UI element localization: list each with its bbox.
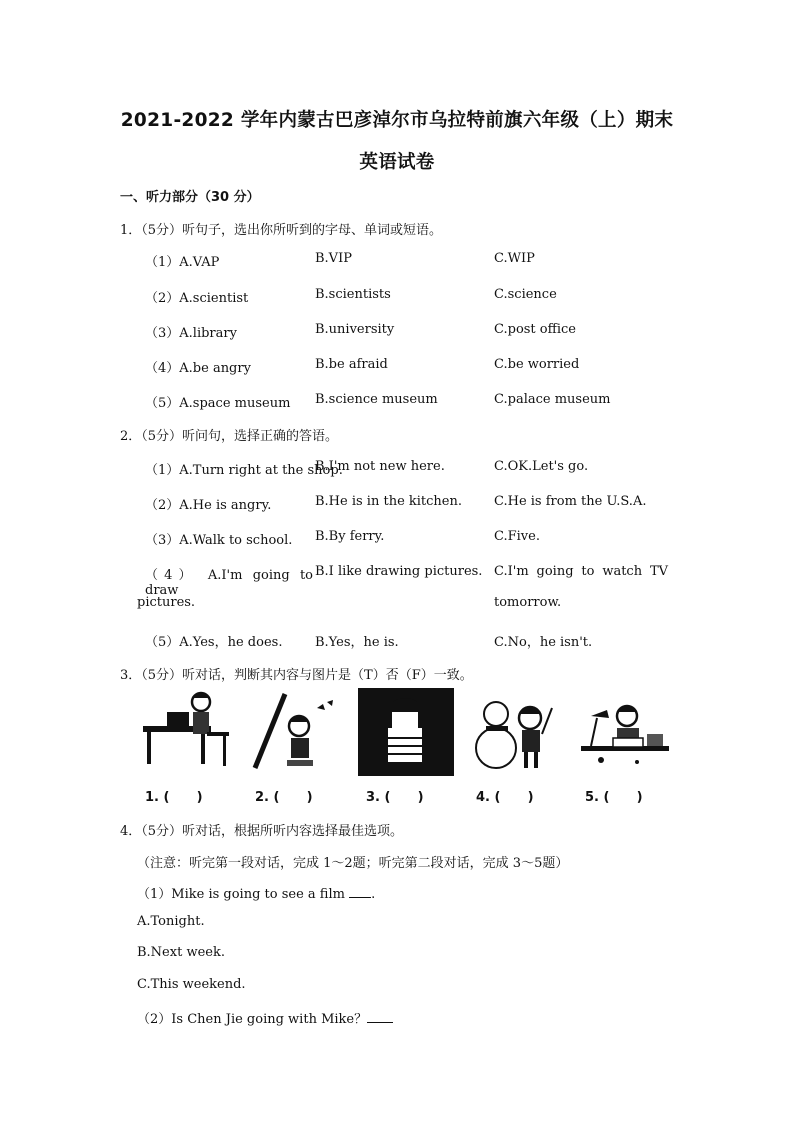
q4-note: （注意：听完第一段对话，完成 1～2题；听完第二段对话，完成 3～5题） [137, 856, 569, 871]
q4-1-option-a: A.Tonight. [137, 914, 205, 929]
q2-4-option-c-line1: C.I'm going to watch TV [494, 564, 668, 579]
q1-1-option-a: （1）A.VAP [145, 255, 220, 270]
q4-stem: 4．（5分）听对话，根据所听内容选择最佳选项。 [120, 824, 404, 839]
q1-2-option-b: B.scientists [315, 287, 391, 302]
q1-4-option-b: B.be afraid [315, 357, 388, 372]
picture-child-reading [577, 688, 673, 776]
picture-girl-with-kite [247, 688, 343, 776]
q1-4-option-a: （4）A.be angry [145, 361, 251, 376]
q2-4-option-c-line2: tomorrow. [494, 595, 562, 610]
picture-boy-with-snowman [468, 688, 564, 776]
q1-3-option-b: B.university [315, 322, 395, 337]
q1-1-option-c: C.WIP [494, 251, 535, 266]
picture-3-answer-blank: 3. ( ) [366, 790, 424, 805]
q1-2-option-a: （2）A.scientist [145, 291, 249, 306]
q4-2-question [137, 1008, 393, 1027]
q4-1-question-text: （1）Mike is going to see a film [137, 887, 350, 902]
exam-title-line1: 2021-2022 学年内蒙古巴彦淖尔市乌拉特前旗六年级（上）期末 [120, 110, 674, 131]
q2-4-option-b: B.I like drawing pictures. [315, 564, 483, 579]
q2-2-option-c: C.He is from the U.S.A. [494, 494, 647, 509]
q2-stem: 2．（5分）听问句，选择正确的答语。 [120, 429, 339, 444]
q2-1-option-c: C.OK.Let's go. [494, 459, 589, 474]
answer-blank [367, 1012, 393, 1023]
q1-4-option-c: C.be worried [494, 357, 580, 372]
q1-3-option-c: C.post office [494, 322, 576, 337]
answer-blank [349, 887, 371, 898]
q2-1-option-a: （1）A.Turn right at the shop. [145, 463, 343, 478]
q2-5-option-b: B.Yes，he is. [315, 635, 399, 650]
q2-3-option-c: C.Five. [494, 529, 540, 544]
q2-4-option-a-line2: pictures. [137, 595, 196, 610]
picture-1-answer-blank: 1. ( ) [145, 790, 203, 805]
q2-2-option-b: B.He is in the kitchen. [315, 494, 463, 509]
q1-2-option-c: C.science [494, 287, 557, 302]
q1-3-option-a: （3）A.library [145, 326, 237, 341]
q2-3-option-a: （3）A.Walk to school. [145, 533, 293, 548]
q3-stem: 3．（5分）听对话，判断其内容与图片是（T）否（F）一致。 [120, 668, 473, 683]
q4-2-question-text: （2）Is Chen Jie going with Mike？ [137, 1012, 368, 1027]
q1-1-option-b: B.VIP [315, 251, 352, 266]
picture-4-answer-blank: 4. ( ) [476, 790, 534, 805]
picture-girl-in-frame [358, 688, 454, 776]
q4-1-question [137, 883, 375, 902]
q4-1-option-c: C.This weekend. [137, 977, 246, 992]
section-heading-listening: 一、听力部分（30 分） [120, 190, 260, 205]
q1-5-option-b: B.science museum [315, 392, 438, 407]
q2-1-option-b: B.I'm not new here. [315, 459, 445, 474]
q2-5-option-a: （5）A.Yes，he does. [145, 635, 283, 650]
q1-5-option-c: C.palace museum [494, 392, 611, 407]
q4-1-question-end: . [371, 887, 376, 902]
picture-5-answer-blank: 5. ( ) [585, 790, 643, 805]
picture-child-at-computer [137, 688, 233, 776]
picture-2-answer-blank: 2. ( ) [255, 790, 313, 805]
q4-1-option-b: B.Next week. [137, 945, 225, 960]
q3-picture-strip [137, 688, 673, 810]
q2-3-option-b: B.By ferry. [315, 529, 385, 544]
q2-4-option-a-line1: （4） A.I'm going to draw [145, 568, 313, 598]
q2-5-option-c: C.No，he isn't. [494, 635, 593, 650]
q1-stem: 1．（5分）听句子，选出你所听到的字母、单词或短语。 [120, 223, 443, 238]
q2-2-option-a: （2）A.He is angry. [145, 498, 272, 513]
exam-title-line2: 英语试卷 [359, 152, 435, 173]
q1-5-option-a: （5）A.space museum [145, 396, 291, 411]
